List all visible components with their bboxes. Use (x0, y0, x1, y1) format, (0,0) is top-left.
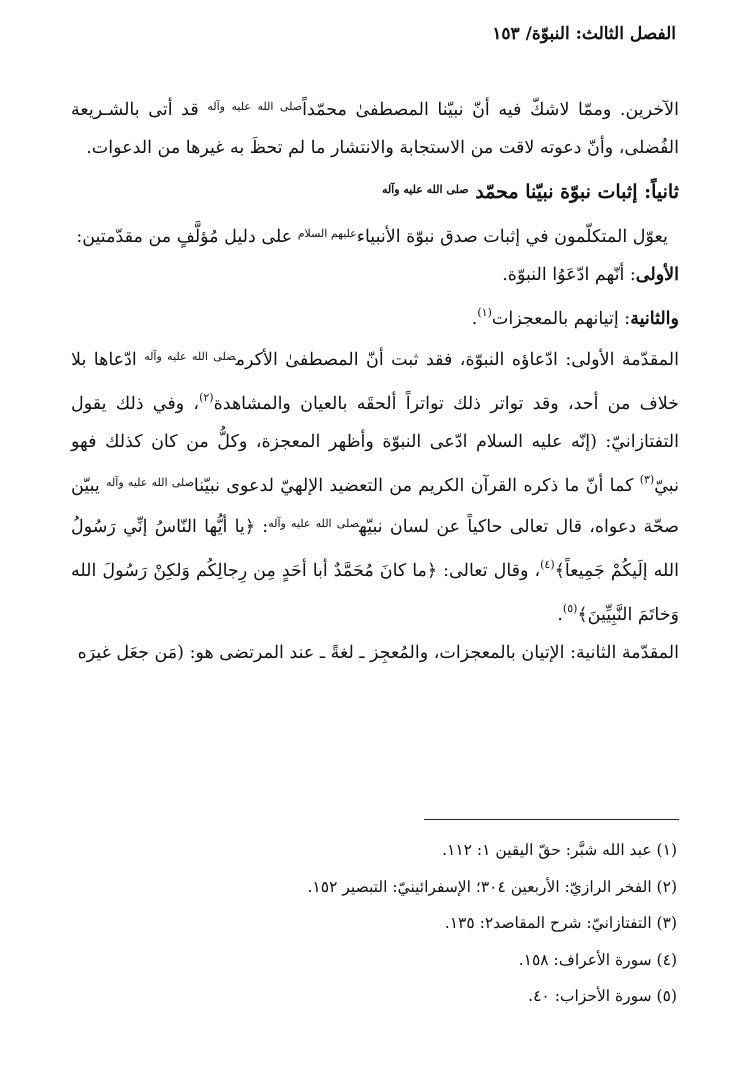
paragraph-first-premise: المقدّمة الأولى: ادّعاؤه النبوّة، فقد ثبت أنّ المصطفىٰ الأكرم$^{صلى الله عليه وآله}$ ادّعاها بلا خلاف من أحد، وقد تواتر ذلك تواتراً ألحقَه بالعيان والمشاهدة$^{(٢)}$، وفي ذلك يقول التفتازانيّ: (إنّه عليه السلام ادّعى النبوّة وأظهر المعجزة، وكلُّ من كان كذلك فهو نبيّ$^{(٣)}$ كما أنّ ما ذكره القرآن الكريم من التعضيد الإلهيّ لدعوى نبيّنا$^{صلى الله عليه وآله}$ يبيّن صحّة دعواه، قال تعالى حاكياً عن لسان نبيّه$^{صلى الله عليه وآله}$: ﴿يا أيُّها النّاسُ إنِّي رَسُولُ الله إلَيكُمْ جَمِيعاً﴾$^{(٤)}$، وقال تعالى: ﴿ما كانَ مُحَمَّدٌ أبا أحَدٍ مِن رِجالِكُم وَلكِنْ رَسُولَ الله وَخاتَمَ النَّبِيِّينَ﴾$^{(٥)}$. (71, 350, 680, 625)
paragraph-second-premise: المقدّمة الثانية: الإتيان بالمعجزات، والمُعجِز ـ لغةً ـ عند المرتضى هو: (مَن جعَل غيرَه (77, 643, 679, 663)
footnote: (٤) سورة الأعراف: ١٥٨. (518, 950, 677, 969)
footnote-ref[interactable]: (٤) (540, 558, 555, 571)
footnote: (٢) الفخر الرازيّ: الأربعين ٣٠٤؛ الإسفرائينيّ: التبصير ١٥٢. (307, 877, 677, 896)
honorific-glyph: صلى الله عليه وآله (207, 100, 303, 113)
footnote: (٥) سورة الأحزاب: ٤٠. (528, 987, 677, 1005)
premise-second: والثانية: إتيانهم بالمعجزات$^{(١)}$. (471, 306, 679, 329)
honorific-glyph: صلى الله عليه وآله (268, 517, 360, 530)
section-heading: ثانياً: إثبات نبوّة نبيّنا محمّد $^{صلى الله عليه وآله}$ (381, 181, 679, 203)
honorific-glyph: صلى الله عليه وآله (144, 350, 236, 363)
footnote-divider (424, 819, 679, 820)
main-text (71, 88, 679, 672)
footnote-ref[interactable]: (٣) (639, 473, 655, 486)
footnote-ref[interactable]: (١) (477, 306, 492, 319)
honorific-glyph: عليهم السلام (297, 227, 357, 240)
footnote: (٣) التفتازانيّ: شرح المقاصد٢: ١٣٥. (444, 914, 677, 932)
footnote-ref[interactable]: (٢) (199, 391, 214, 404)
paragraph-intro: الآخرين. وممّا لاشكّ فيه أنّ نبيّنا المصطفىٰ محمّداً$^{صلى الله عليه وآله}$ قد أتى بالشـريعة الفُضلى، وأنّ دعوته لاقت من الاستجابة والانتشار ما لم تحظَ به غيرها من الدعوات. (71, 100, 679, 158)
premise-first: الأولى: أنّهم ادّعَوُا النبوّة. (502, 265, 679, 285)
honorific-glyph: صلى الله عليه وآله (106, 476, 194, 489)
running-header: الفصل الثالث: النبوّة/ ١٥٣ (492, 24, 676, 44)
footnote-ref[interactable]: (٥) (562, 602, 578, 615)
paragraph-premises: يعوّل المتكلّمون في إثبات صدق نبوّة الأنبياء$^{عليهم السلام}$ على دليل مُؤلَّفٍ من مقدّمتين: (76, 227, 668, 247)
honorific-glyph: صلى الله عليه وآله (381, 183, 469, 196)
footnote: (١) عبد الله شبَّر: حقّ اليقين ١: ١١٢. (442, 841, 677, 859)
footnotes (73, 832, 677, 1015)
